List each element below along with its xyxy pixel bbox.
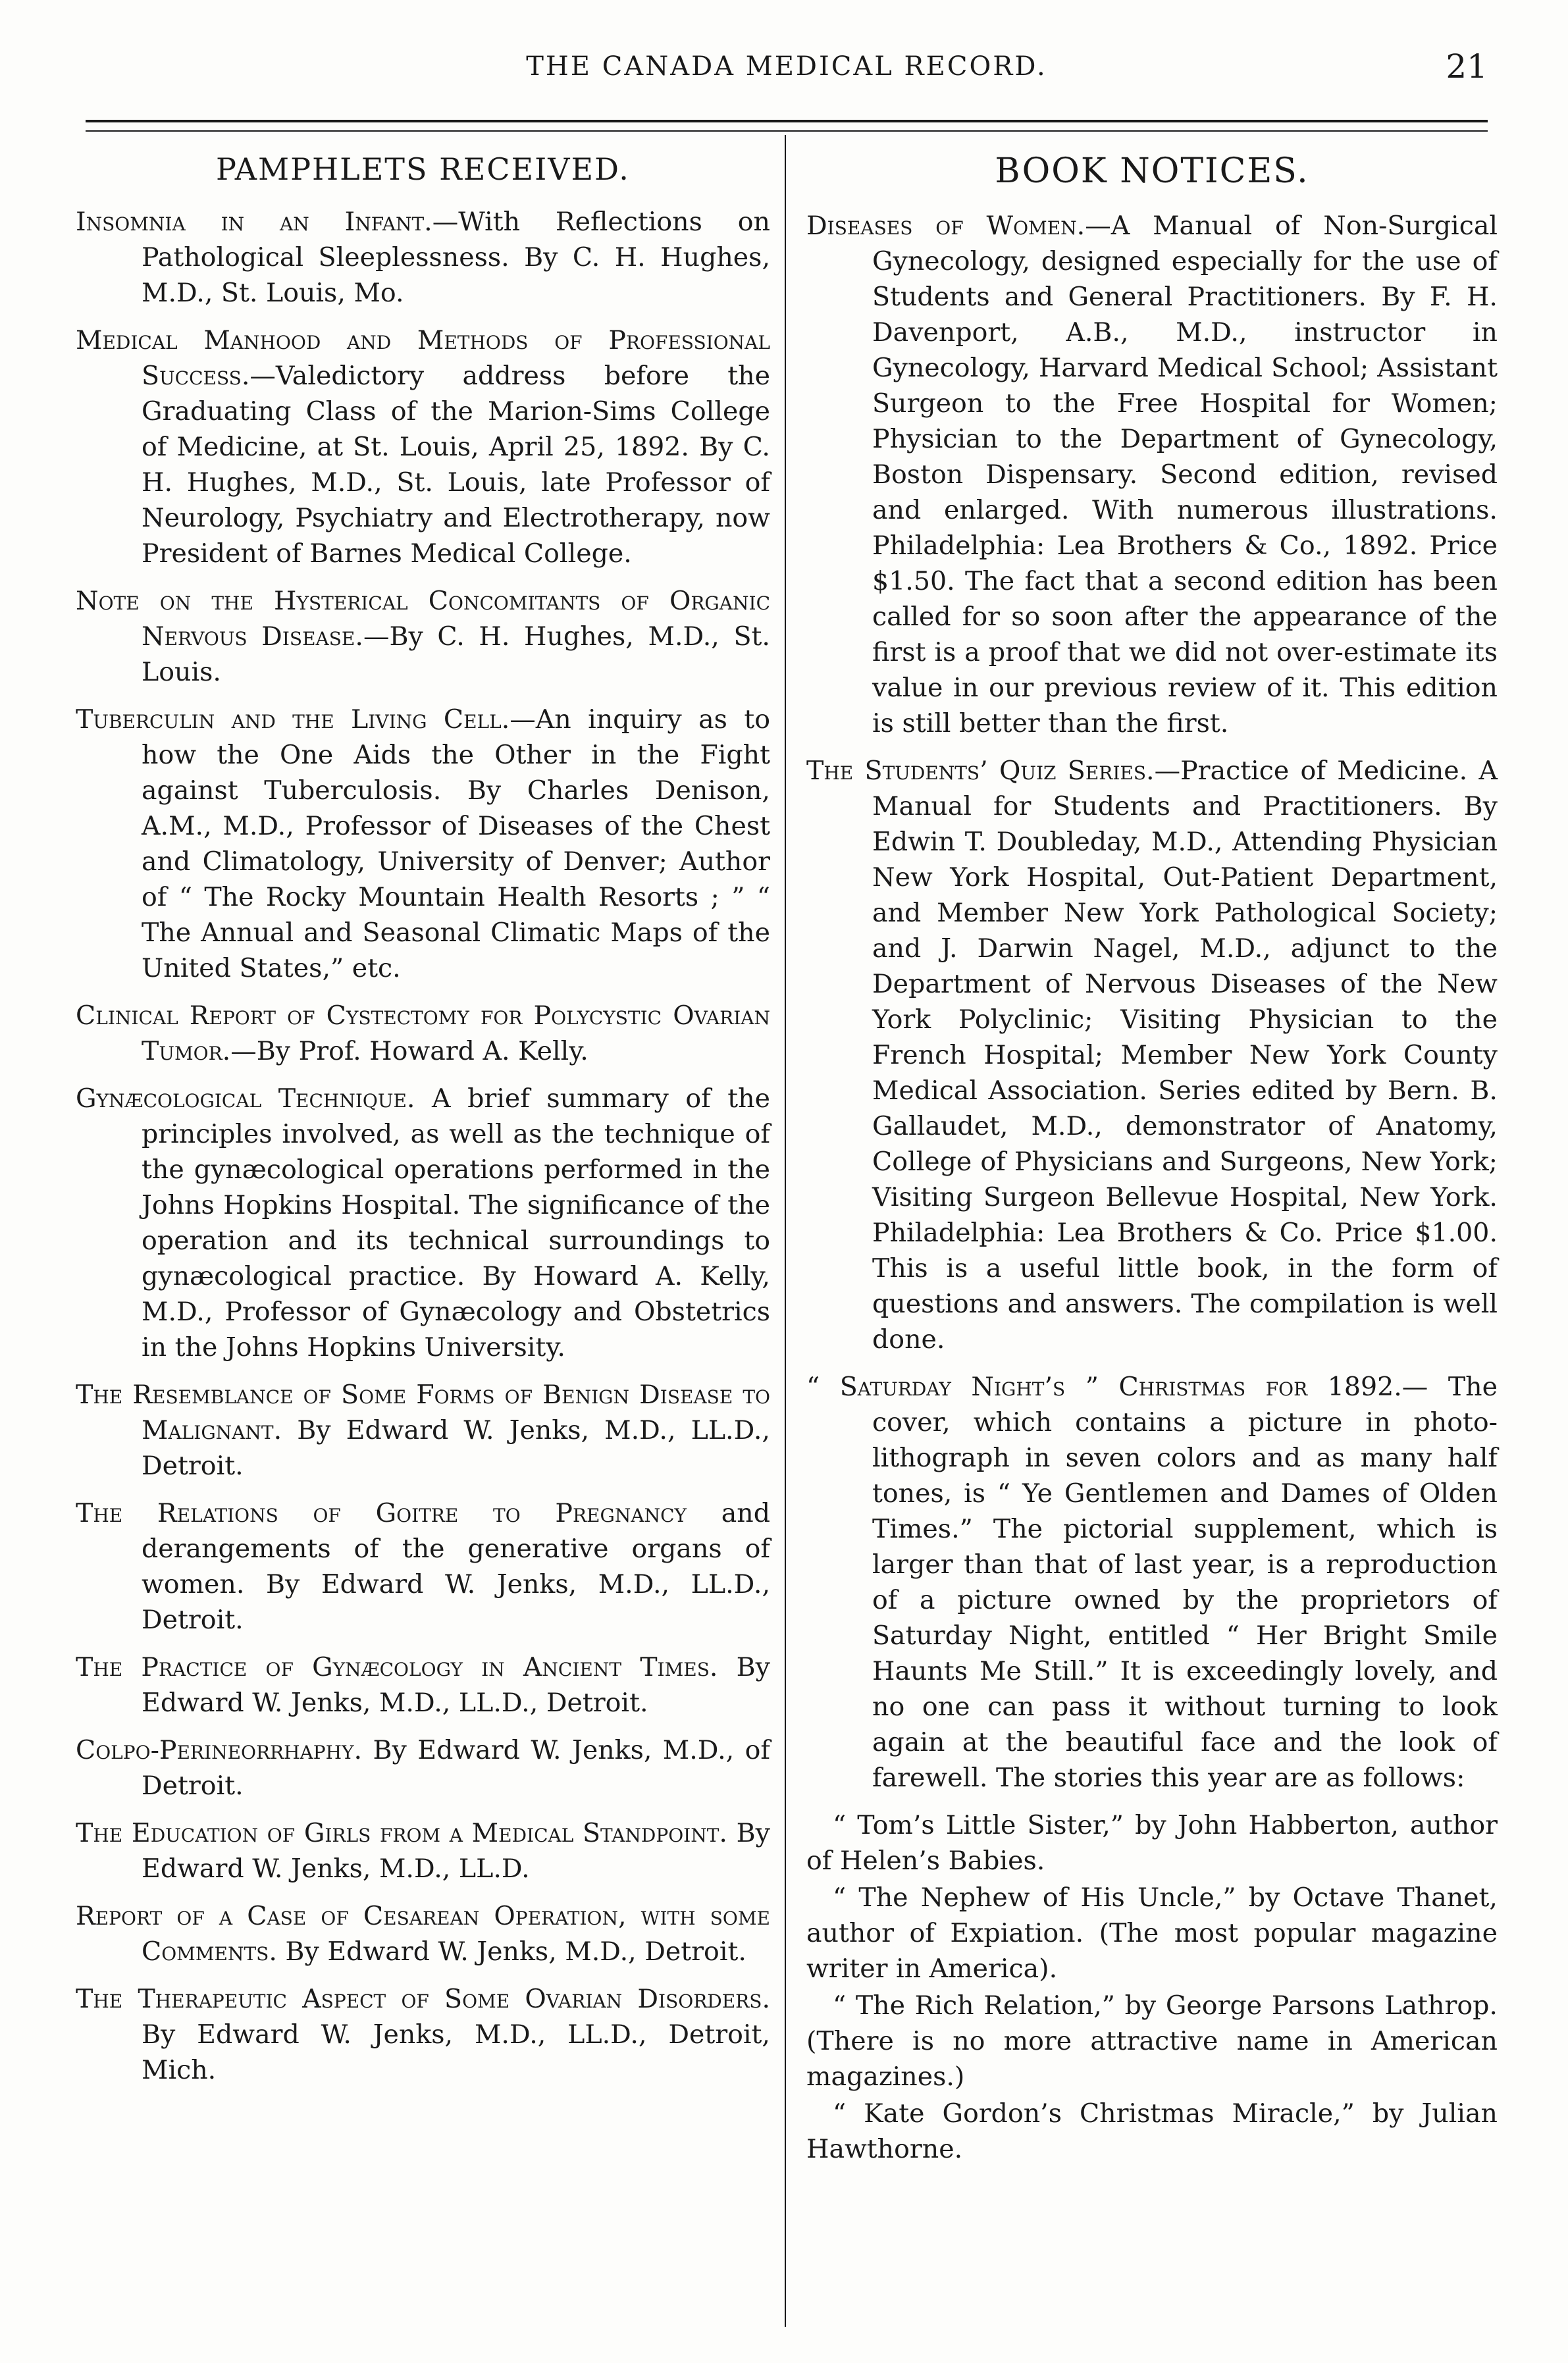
entry-text: By Edward W. Jenks, M.D., LL.D., Detroit, Mich.: [142, 2019, 770, 2085]
entry-text: —By Prof. Howard A. Kelly.: [230, 1036, 588, 1066]
pamphlet-entry: [76, 702, 770, 986]
entry-text: —Practice of Medicine. A Manual for Students and Practitioners. By Edwin T. Doubleday, M.D., Attending Physician New York Hospital, Out-Patient Department, and Member New York Pathological Society; and J. Darwin Nagel, M.D., adjunct to the Department of Nervous Diseases of the New York Polyclinic; Visiting Physician to the French Hospital; Member New York County Medical Association. Series edited by Bern. B. Gallaudet, M.D., demonstrator of Anatomy, College of Physicians and Surgeons, New York; Visiting Surgeon Bellevue Hospital, New York. Philadelphia: Lea Brothers & Co. Price $1.00. This is a useful little book, in the form of questions and answers. The compilation is well done.: [872, 756, 1498, 1355]
entry-head: The Relations of Goitre to Pregnancy: [76, 1498, 687, 1528]
entry-head: Medical Manhood and Methods of Professional Success.: [76, 325, 770, 391]
column-divider: [785, 135, 786, 2327]
entry-head: The Therapeutic Aspect of Some Ovarian Disorders.: [76, 1984, 770, 2014]
book-notice-entry: [806, 753, 1498, 1357]
book-notice-entry: [806, 208, 1498, 741]
entry-text: and derangements of the generative organs of women. By Edward W. Jenks, M.D., LL.D., Detroit.: [142, 1498, 770, 1635]
pamphlet-entry: [76, 204, 770, 311]
pamphlet-entry: [76, 1081, 770, 1365]
entry-head: Gynæcological Technique.: [76, 1083, 415, 1114]
entry-text: —With Reflections on Pathological Sleeplessness. By C. H. Hughes, M.D., St. Louis, Mo.: [142, 207, 770, 308]
pamphlet-entry: [76, 1898, 770, 1969]
entry-text: A brief summary of the principles involved, as well as the technique of the gynæcological operations performed in the Johns Hopkins Hospital. The significance of the operation and its technical surroundings to gynæcological practice. By Howard A. Kelly, M.D., Professor of Gynæcology and Obstetrics in the Johns Hopkins University.: [142, 1083, 770, 1363]
pamphlet-entry: [76, 1495, 770, 1638]
page-header: [86, 47, 1488, 104]
pamphlet-entry: [76, 323, 770, 571]
running-title: THE CANADA MEDICAL RECORD.: [526, 51, 1047, 82]
entry-head: Diseases of Women.: [806, 211, 1085, 241]
pamphlet-entry: [76, 1732, 770, 1804]
entry-head: The Education of Girls from a Medical Standpoint.: [76, 1818, 727, 1848]
pamphlet-entry: [76, 1377, 770, 1484]
entry-head: Colpo-Perineorrhaphy.: [76, 1735, 363, 1765]
left-column: [76, 151, 770, 2100]
header-rule-thick: [86, 120, 1488, 122]
entry-head: Note on the Hysterical Concomitants of Organic Nervous Disease.: [76, 586, 770, 652]
pamphlet-entry: [76, 1981, 770, 2088]
pamphlet-entry: [76, 583, 770, 690]
book-notice-entry: [806, 1369, 1498, 1796]
pamphlet-entry: [76, 1649, 770, 1721]
story-paragraph: “ Tom’s Little Sister,” by John Habberton, author of Helen’s Babies.: [806, 1810, 1498, 1876]
entry-text: By Edward W. Jenks, M.D., Detroit.: [276, 1936, 746, 1967]
story-paragraph: “ The Rich Relation,” by George Parsons Lathrop. (There is no more attractive name in American magazines.): [806, 1990, 1498, 2092]
entry-text: By Edward W. Jenks, M.D., LL.D., Detroit.: [142, 1652, 770, 1718]
entry-head: Clinical Report of Cystectomy for Polycystic Ovarian Tumor.: [76, 1000, 770, 1066]
page-number: 21: [1446, 47, 1488, 86]
pamphlet-entry: [76, 1815, 770, 1886]
story-paragraph: “ Kate Gordon’s Christmas Miracle,” by Julian Hawthorne.: [806, 2098, 1498, 2164]
entry-head: Report of a Case of Cesarean Operation, with some Comments.: [76, 1901, 770, 1967]
pamphlet-entry: [76, 998, 770, 1069]
entry-head: The Resemblance of Some Forms of Benign Disease to Malignant.: [76, 1380, 770, 1445]
entry-head: The Practice of Gynæcology in Ancient Times.: [76, 1652, 718, 1682]
entry-head: Tuberculin and the Living Cell.: [76, 704, 510, 735]
entry-text: —A Manual of Non-Surgical Gynecology, designed especially for the use of Students and General Practitioners. By F. H. Davenport, A.B., M.D., instructor in Gynecology, Harvard Medical School; Assistant Surgeon to the Free Hospital for Women; Physician to the Department of Gynecology, Boston Dispensary. Second edition, revised and enlarged. With numerous illustrations. Philadelphia: Lea Brothers & Co., 1892. Price $1.50. The fact that a second edition has been called for so soon after the appearance of the first is a proof that we did not over-estimate its value in our previous review of it. This edition is still better than the first.: [872, 211, 1498, 739]
entry-text: By Edward W. Jenks, M.D., of Detroit.: [142, 1735, 770, 1801]
entry-text: —An inquiry as to how the One Aids the Other in the Fight against Tuberculosis. By Charles Denison, A.M., M.D., Professor of Diseases of the Chest and Climatology, University of Denver; Author of “ The Rocky Mountain Health Resorts ; ” “ The Annual and Seasonal Climatic Maps of the United States,” etc.: [142, 704, 770, 983]
header-rule-thin: [86, 130, 1488, 132]
entry-text: —By C. H. Hughes, M.D., St. Louis.: [142, 621, 770, 687]
entry-text: By Edward W. Jenks, M.D., LL.D., Detroit.: [142, 1415, 770, 1481]
entry-text: —Valedictory address before the Graduating Class of the Marion-Sims College of Medicine, at St. Louis, April 25, 1892. By C. H. Hughes, M.D., St. Louis, late Professor of Neurology, Psychiatry and Electrotherapy, now President of Barnes Medical College.: [142, 361, 770, 569]
story-paragraph: “ The Nephew of His Uncle,” by Octave Thanet, author of Expiation. (The most popular magazine writer in America).: [806, 1883, 1498, 1984]
entry-text: — The cover, which contains a picture in photo-lithograph in seven colors and as many half tones, is “ Ye Gentlemen and Dames of Olden Times.” The pictorial supplement, which is larger than that of last year, is a reproduction of a picture owned by the proprietors of Saturday Night, entitled “ Her Bright Smile Haunts Me Still.” It is exceedingly lovely, and no one can pass it without turning to look again at the beautiful face and the look of farewell. The stories this year are as follows:: [872, 1372, 1498, 1793]
entry-head: “ Saturday Night’s ” Christmas for 1892.: [806, 1372, 1402, 1402]
book-notices-title: BOOK NOTICES.: [995, 151, 1309, 191]
pamphlets-title: PAMPHLETS RECEIVED.: [216, 151, 630, 187]
entry-text: By Edward W. Jenks, M.D., LL.D.: [142, 1818, 770, 1884]
right-column: [806, 151, 1498, 2168]
entry-head: The Students’ Quiz Series.: [806, 756, 1155, 786]
entry-head: Insomnia in an Infant.: [76, 207, 432, 237]
